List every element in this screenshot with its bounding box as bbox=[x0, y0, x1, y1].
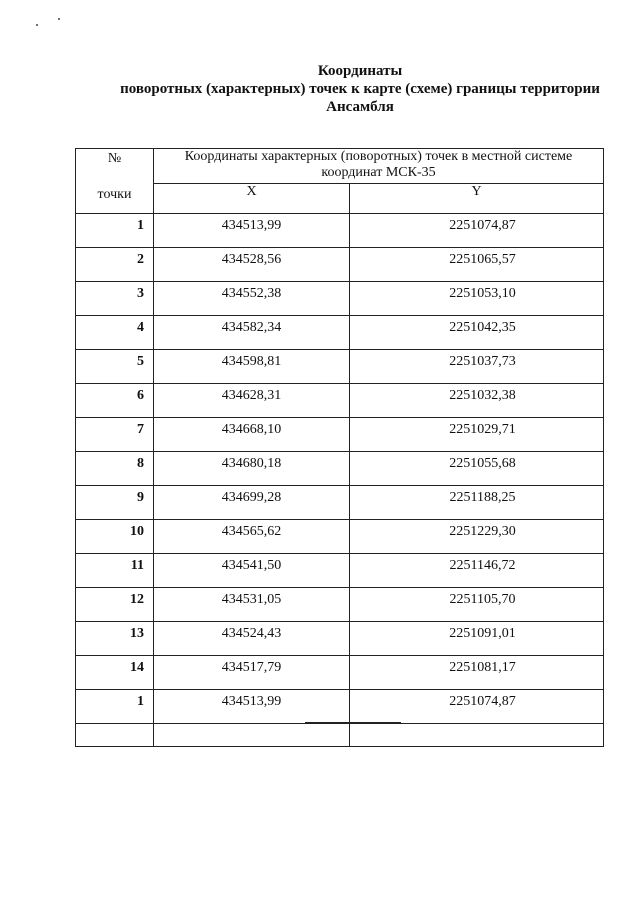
empty-cell bbox=[76, 724, 154, 747]
table-row bbox=[76, 282, 604, 316]
table-row bbox=[76, 690, 604, 724]
point-number-cell: 5 bbox=[76, 350, 154, 384]
x-coordinate-cell: 434680,18 bbox=[154, 452, 350, 486]
y-coordinate-cell: 2251029,71 bbox=[350, 418, 604, 452]
table-row bbox=[76, 384, 604, 418]
point-number-cell: 1 bbox=[76, 214, 154, 248]
point-number-cell: 14 bbox=[76, 656, 154, 690]
table-row bbox=[76, 316, 604, 350]
title-line-2: поворотных (характерных) точек к карте (схеме) границы территории bbox=[120, 81, 600, 97]
x-coordinate-cell: 434565,62 bbox=[154, 520, 350, 554]
x-coordinate-cell: 434552,38 bbox=[154, 282, 350, 316]
point-number-cell: 12 bbox=[76, 588, 154, 622]
x-coordinate-cell: 434528,56 bbox=[154, 248, 350, 282]
empty-cell bbox=[350, 724, 604, 747]
point-number-cell: 11 bbox=[76, 554, 154, 588]
y-coordinate-cell: 2251146,72 bbox=[350, 554, 604, 588]
table-row bbox=[76, 248, 604, 282]
point-number-cell: 6 bbox=[76, 384, 154, 418]
x-coordinate-cell: 434541,50 bbox=[154, 554, 350, 588]
x-coordinate-cell: 434628,31 bbox=[154, 384, 350, 418]
table-row bbox=[76, 622, 604, 656]
x-coordinate-cell: 434668,10 bbox=[154, 418, 350, 452]
coordinates-table bbox=[75, 148, 604, 747]
table-row bbox=[76, 520, 604, 554]
table-row bbox=[76, 656, 604, 690]
table-row bbox=[76, 350, 604, 384]
y-coordinate-cell: 2251065,57 bbox=[350, 248, 604, 282]
empty-cell bbox=[154, 724, 350, 747]
point-word: точки bbox=[97, 187, 132, 202]
number-sign: № bbox=[107, 151, 122, 166]
x-coordinate-cell: 434699,28 bbox=[154, 486, 350, 520]
y-column-header: Y bbox=[350, 184, 604, 214]
point-number-cell: 9 bbox=[76, 486, 154, 520]
table-row bbox=[76, 452, 604, 486]
point-number-cell: 2 bbox=[76, 248, 154, 282]
y-coordinate-cell: 2251081,17 bbox=[350, 656, 604, 690]
title-line-3: Ансамбля bbox=[326, 99, 394, 115]
y-coordinate-cell: 2251055,68 bbox=[350, 452, 604, 486]
x-coordinate-cell: 434513,99 bbox=[154, 214, 350, 248]
x-column-header: X bbox=[154, 184, 350, 214]
point-number-cell: 8 bbox=[76, 452, 154, 486]
x-coordinate-cell: 434598,81 bbox=[154, 350, 350, 384]
coordinate-system-header: Координаты характерных (поворотных) точек в местной системе координат МСК-35 bbox=[154, 149, 604, 184]
x-coordinate-cell: 434524,43 bbox=[154, 622, 350, 656]
x-coordinate-cell: 434531,05 bbox=[154, 588, 350, 622]
signature-line bbox=[305, 722, 401, 723]
point-number-header bbox=[76, 149, 154, 214]
point-number-cell: 13 bbox=[76, 622, 154, 656]
y-coordinate-cell: 2251053,10 bbox=[350, 282, 604, 316]
y-coordinate-cell: 2251188,25 bbox=[350, 486, 604, 520]
y-coordinate-cell: 2251032,38 bbox=[350, 384, 604, 418]
point-number-cell: 4 bbox=[76, 316, 154, 350]
point-number-cell: 1 bbox=[76, 690, 154, 724]
scan-speck bbox=[58, 18, 60, 20]
document-title bbox=[60, 62, 640, 116]
point-number-cell: 7 bbox=[76, 418, 154, 452]
y-coordinate-cell: 2251091,01 bbox=[350, 622, 604, 656]
table-body bbox=[76, 214, 604, 747]
y-coordinate-cell: 2251229,30 bbox=[350, 520, 604, 554]
x-coordinate-cell: 434517,79 bbox=[154, 656, 350, 690]
y-coordinate-cell: 2251074,87 bbox=[350, 214, 604, 248]
y-coordinate-cell: 2251037,73 bbox=[350, 350, 604, 384]
table-row bbox=[76, 486, 604, 520]
title-line-1: Координаты bbox=[317, 63, 403, 79]
table-row bbox=[76, 418, 604, 452]
point-number-cell: 10 bbox=[76, 520, 154, 554]
x-coordinate-cell: 434513,99 bbox=[154, 690, 350, 724]
table-row bbox=[76, 554, 604, 588]
table-row bbox=[76, 588, 604, 622]
scan-speck bbox=[36, 24, 38, 26]
point-number-cell: 3 bbox=[76, 282, 154, 316]
table-row bbox=[76, 214, 604, 248]
y-coordinate-cell: 2251074,87 bbox=[350, 690, 604, 724]
x-coordinate-cell: 434582,34 bbox=[154, 316, 350, 350]
y-coordinate-cell: 2251042,35 bbox=[350, 316, 604, 350]
table-end-row bbox=[76, 724, 604, 747]
y-coordinate-cell: 2251105,70 bbox=[350, 588, 604, 622]
